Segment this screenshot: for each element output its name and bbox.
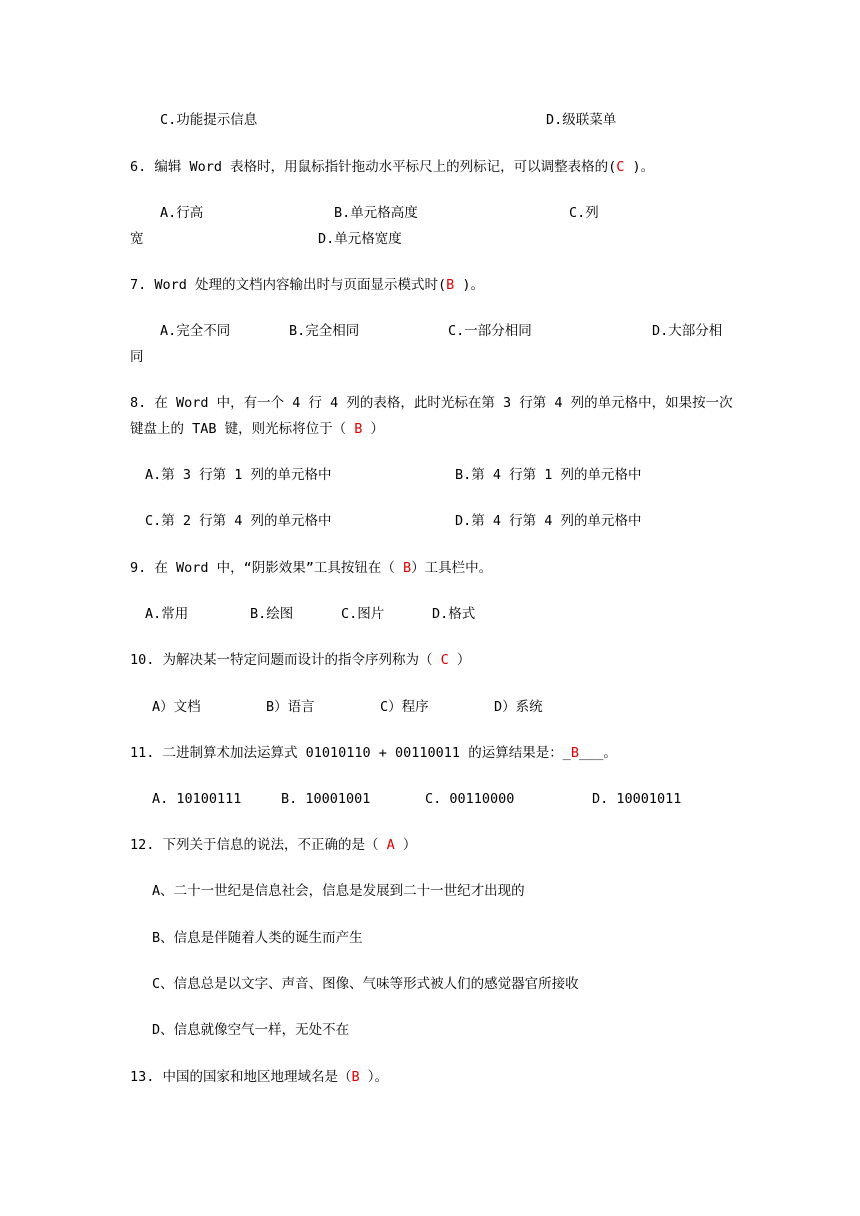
option-d: D. 10001011: [592, 791, 682, 807]
question-text: 键盘上的 TAB 键，则光标将位于（: [130, 421, 355, 437]
question-12: [130, 836, 416, 854]
question-8-line1: 8. 在 Word 中，有一个 4 行 4 列的表格，此时光标在第 3 行第 4 列的单元格中，如果按一次: [130, 395, 733, 411]
question-text: 6. 编辑 Word 表格时，用鼠标指针拖动水平标尺上的列标记，可以调整表格的(: [130, 159, 617, 175]
question-text: 10. 为解决某一特定问题而设计的指令序列称为（: [130, 652, 441, 668]
question-6: [130, 158, 654, 176]
question-text: 7. Word 处理的文档内容输出时与页面显示模式时(: [130, 277, 447, 293]
option-a: A.行高: [160, 205, 204, 221]
option-c: C.第 2 行第 4 列的单元格中: [145, 513, 332, 529]
option-a: A. 10100111: [152, 791, 242, 807]
answer-mark: C: [440, 652, 449, 668]
answer-mark: B: [446, 277, 455, 293]
option-c-wrap: 宽: [130, 231, 144, 247]
option-d: D）系统: [494, 699, 543, 715]
option-b: B）语言: [266, 699, 315, 715]
question-text-end: ）工具栏中。: [411, 560, 493, 576]
answer-mark: B: [354, 421, 363, 437]
option-a: A.完全不同: [160, 323, 231, 339]
option-d-wrap: 同: [130, 349, 144, 365]
option-a: A.第 3 行第 1 列的单元格中: [145, 467, 332, 483]
option-c: C）程序: [380, 699, 429, 715]
question-text-end: ）: [394, 837, 417, 853]
option-d: D、信息就像空气一样，无处不在: [152, 1022, 350, 1038]
option-b: B.完全相同: [289, 323, 360, 339]
question-7: [130, 276, 484, 294]
question-text-end: ___。: [578, 745, 617, 761]
answer-mark: B: [403, 560, 412, 576]
question-text: 13. 中国的国家和地区地理域名是（: [130, 1069, 352, 1085]
option-b: B.单元格高度: [334, 205, 418, 221]
option-c: C.一部分相同: [448, 323, 532, 339]
option-c: C、信息总是以文字、声音、图像、气味等形式被人们的感觉器官所接收: [152, 976, 579, 992]
question-text-end: )。: [454, 277, 485, 293]
option-d: D.第 4 行第 4 列的单元格中: [455, 513, 642, 529]
option-b: B、信息是伴随着人类的诞生而产生: [152, 930, 363, 946]
option-b: B.绘图: [250, 606, 294, 622]
answer-mark: C: [616, 159, 625, 175]
question-8-line2: [130, 420, 384, 438]
question-text: 9. 在 Word 中，“阴影效果”工具按钮在（: [130, 560, 404, 576]
question-9: [130, 559, 492, 577]
option-a: A、二十一世纪是信息社会，信息是发展到二十一世纪才出现的: [152, 883, 525, 899]
question-text-end: ）: [448, 652, 471, 668]
option-c: C.列: [569, 205, 599, 221]
answer-mark: A: [386, 837, 395, 853]
option-a: A.常用: [145, 606, 189, 622]
option-d: D.格式: [432, 606, 476, 622]
question-text: 11. 二进制算术加法运算式 01010110 + 00110011 的运算结果是：_: [130, 745, 571, 761]
option-b: B. 10001001: [281, 791, 371, 807]
question-text-end: ）: [362, 421, 385, 437]
option-b: B.第 4 行第 1 列的单元格中: [455, 467, 642, 483]
option-d: D.大部分相: [652, 323, 723, 339]
option-c: C.图片: [341, 606, 385, 622]
option-d: D.级联菜单: [546, 112, 617, 128]
option-c: C.功能提示信息: [160, 112, 258, 128]
answer-mark: B: [570, 745, 579, 761]
question-text-end: ）。: [359, 1069, 389, 1085]
question-11: [130, 744, 617, 762]
question-text: 12. 下列关于信息的说法，不正确的是（: [130, 837, 387, 853]
question-13: [130, 1068, 388, 1086]
question-10: [130, 651, 470, 669]
question-text-end: )。: [624, 159, 655, 175]
option-a: A）文档: [152, 699, 201, 715]
answer-mark: B: [351, 1069, 360, 1085]
option-d: D.单元格宽度: [318, 231, 402, 247]
option-c: C. 00110000: [425, 791, 515, 807]
